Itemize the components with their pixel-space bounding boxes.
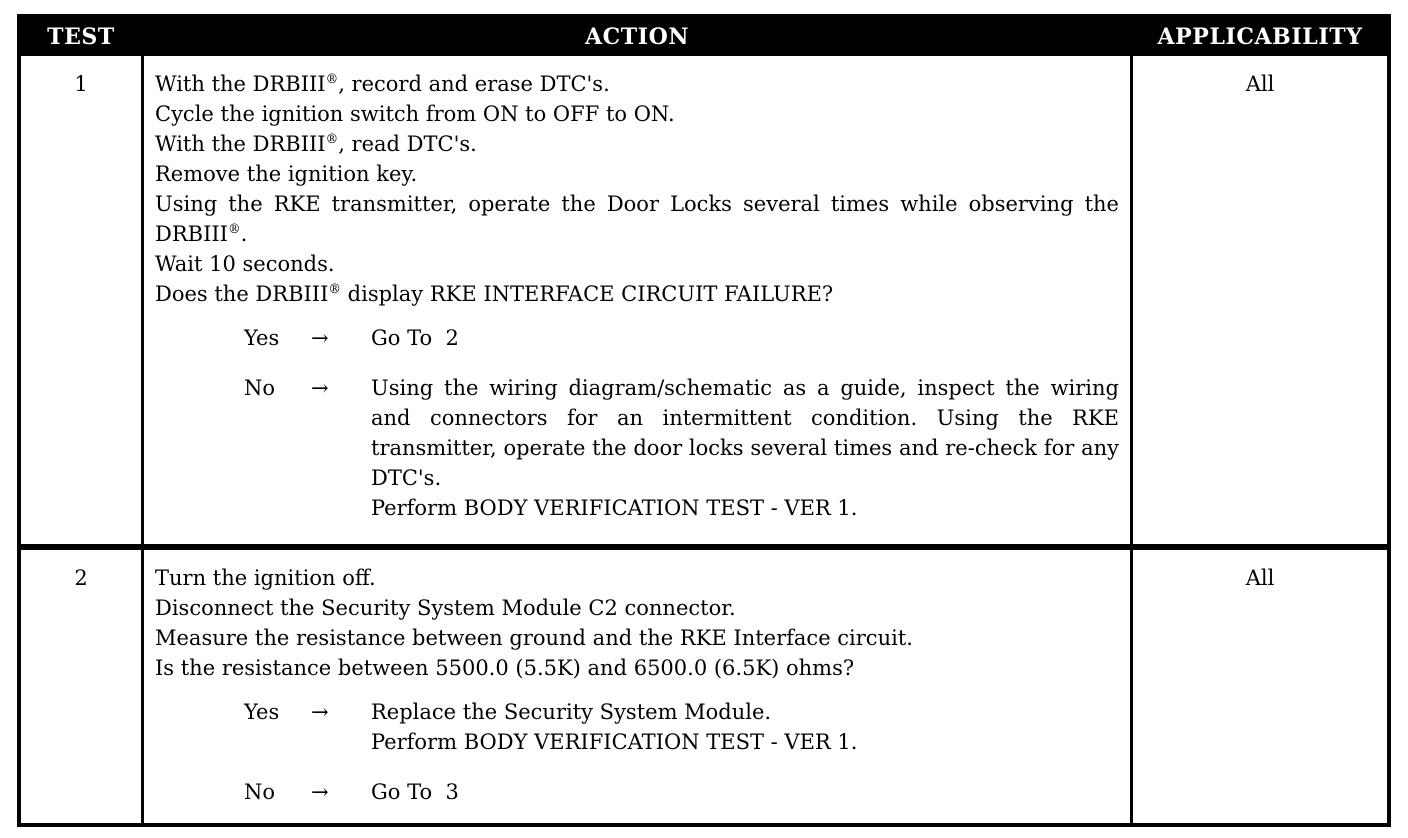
registered-trademark-symbol: ® xyxy=(227,221,241,236)
branch-action-text xyxy=(371,373,1119,523)
branch-action-line: Go To 3 xyxy=(371,780,459,804)
table-body xyxy=(21,56,1387,823)
action-step-line: Remove the ignition key. xyxy=(155,162,418,186)
action-step-line: Measure the resistance between ground and the RKE Interface circuit. xyxy=(155,626,913,650)
action-step-line: Disconnect the Security System Module C2 connector. xyxy=(155,596,736,620)
action-cell xyxy=(141,550,1133,823)
arrow-icon: → xyxy=(311,780,329,804)
branch-label: Yes xyxy=(244,326,280,350)
action-step-line: With the DRBIII®, record and erase DTC's. xyxy=(155,71,610,96)
branch-action-line: Go To 2 xyxy=(371,326,459,350)
registered-trademark-symbol: ® xyxy=(328,281,341,296)
action-step-line: Using the RKE transmitter, operate the Door Locks several times while observing the DRBIII®. xyxy=(155,192,1119,246)
action-step-line: Is the resistance between 5500.0 (5.5K) and 6500.0 (6.5K) ohms? xyxy=(155,656,855,680)
branch-action-line: Perform BODY VERIFICATION TEST - VER 1. xyxy=(371,730,858,754)
diagnostic-test-table xyxy=(17,14,1391,827)
branches-block xyxy=(155,323,1119,523)
branch-action-line: Replace the Security System Module. xyxy=(371,700,772,724)
registered-trademark-symbol: ® xyxy=(325,131,339,146)
column-header-test: TEST xyxy=(47,24,115,50)
column-header-applicability: APPLICABILITY xyxy=(1157,24,1363,50)
test-number-cell: 2 xyxy=(74,566,88,590)
action-step-line: With the DRBIII®, read DTC's. xyxy=(155,131,477,156)
action-step-line: Turn the ignition off. xyxy=(155,566,376,590)
action-step-line: Cycle the ignition switch from ON to OFF to ON. xyxy=(155,102,675,126)
column-header-action: ACTION xyxy=(584,24,690,50)
decision-branch xyxy=(155,323,1119,353)
branches-block xyxy=(155,697,1119,807)
decision-branch xyxy=(155,373,1119,523)
decision-branch xyxy=(155,697,1119,757)
arrow-icon: → xyxy=(311,376,329,400)
table-header-row xyxy=(21,18,1387,56)
branch-label: Yes xyxy=(244,700,280,724)
decision-branch xyxy=(155,777,1119,807)
branch-action-line: Perform BODY VERIFICATION TEST - VER 1. xyxy=(371,496,858,520)
test-number-cell: 1 xyxy=(74,72,88,96)
arrow-icon: → xyxy=(311,700,329,724)
table-row xyxy=(21,56,1387,544)
applicability-cell: All xyxy=(1245,566,1275,590)
action-cell xyxy=(141,56,1133,544)
table-row xyxy=(21,544,1387,823)
branch-action-text xyxy=(371,697,1119,757)
action-step-line: Does the DRBIII® display RKE INTERFACE CIRCUIT FAILURE? xyxy=(155,281,834,306)
registered-trademark-symbol: ® xyxy=(325,71,339,86)
branch-action-line: Using the wiring diagram/schematic as a guide, inspect the wiring and connectors for an intermittent condition. Using the RKE transmitter, operate the door locks several times and re-check for any DTC's. xyxy=(371,376,1119,490)
branch-label: No xyxy=(244,780,276,804)
action-step-line: Wait 10 seconds. xyxy=(155,252,335,276)
arrow-icon: → xyxy=(311,326,329,350)
applicability-cell: All xyxy=(1245,72,1275,96)
branch-label: No xyxy=(244,376,276,400)
branch-action-text xyxy=(371,777,1119,807)
branch-action-text xyxy=(371,323,1119,353)
